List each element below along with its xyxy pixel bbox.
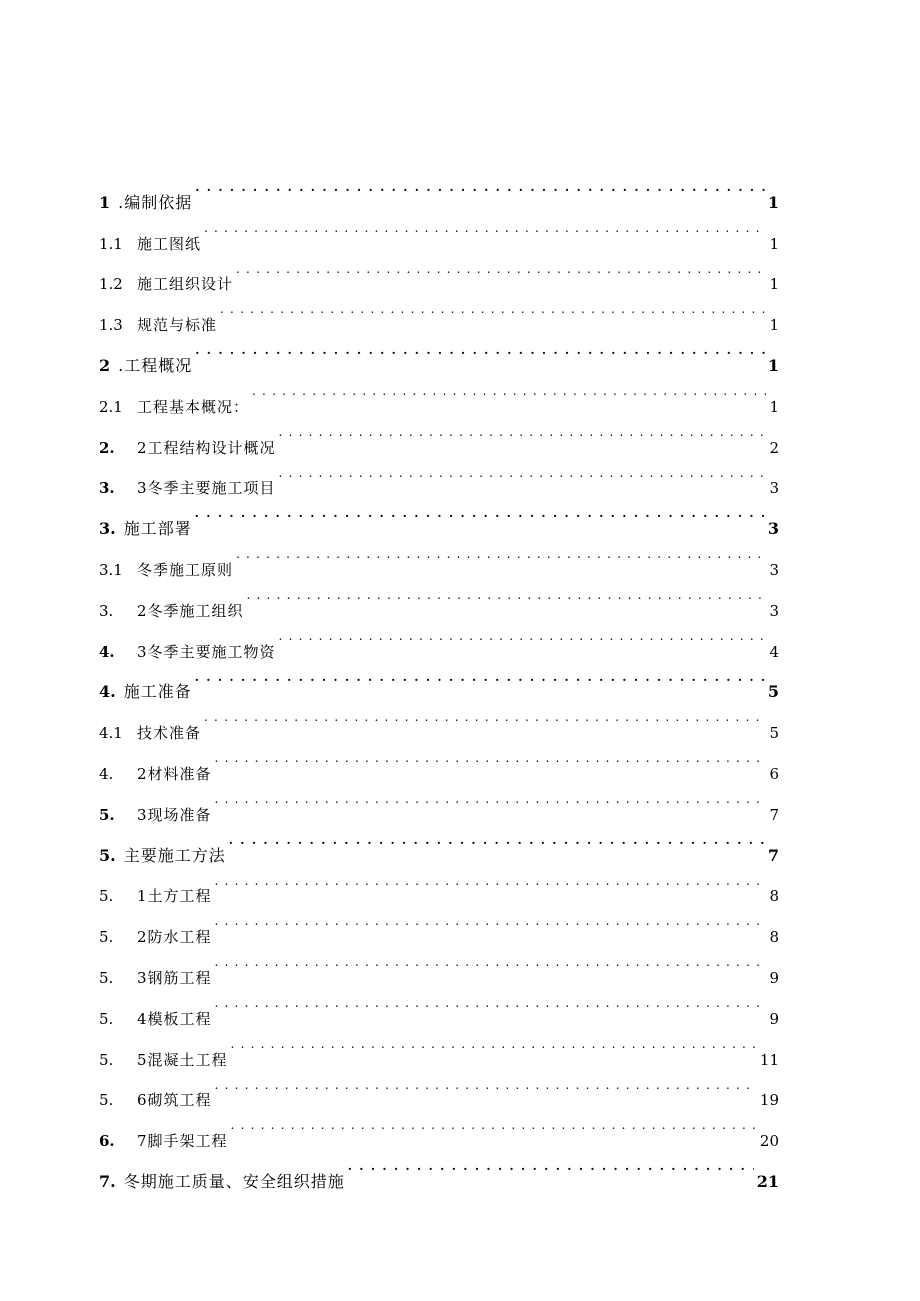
toc-entry-number: 3.1 — [99, 560, 123, 579]
toc-entry-title: 3冬季主要施工物资 — [137, 642, 276, 661]
toc-entry-number: 5. — [99, 1009, 114, 1028]
toc-entry-number: 4. — [99, 642, 115, 661]
toc-entry-title: 7脚手架工程 — [137, 1132, 228, 1151]
toc-dot-leader — [195, 330, 765, 371]
toc-entry-title: 5混凝土工程 — [137, 1050, 228, 1069]
toc-dot-leader — [231, 1105, 757, 1146]
toc-entry-page: 3 — [769, 479, 779, 498]
toc-entry-number: 5. — [99, 805, 115, 824]
toc-entry-number: 5. — [99, 845, 116, 865]
toc-dot-leader — [215, 779, 767, 820]
toc-entry-number: 5. — [99, 1091, 114, 1110]
toc-dot-leader — [195, 493, 765, 534]
toc-dot-leader — [279, 453, 767, 494]
toc-entry-page: 2 — [769, 438, 779, 457]
toc-entry-number: 2 — [99, 355, 111, 375]
toc-entry-title: 4模板工程 — [137, 1009, 212, 1028]
toc-entry-number: 3. — [99, 601, 114, 620]
toc-entry-page: 11 — [759, 1050, 779, 1069]
toc-entry-page: 8 — [769, 887, 779, 906]
toc-entry-page: 1 — [767, 192, 779, 212]
toc-dot-leader — [215, 942, 767, 983]
toc-entry-title: 冬季施工原则 — [137, 560, 234, 579]
toc-entry-number: 2.1 — [99, 397, 123, 416]
toc-dot-leader — [215, 983, 767, 1024]
toc-entry[interactable] — [99, 330, 779, 375]
toc-entry-page: 20 — [759, 1132, 779, 1151]
toc-entry-title: .工程概况 — [118, 355, 193, 375]
toc-entry-number: 1.2 — [99, 275, 123, 294]
table-of-contents — [99, 167, 779, 1191]
toc-entry-page: 9 — [769, 968, 779, 987]
toc-entry-number: 1.3 — [99, 316, 123, 335]
toc-entry[interactable] — [99, 371, 779, 416]
toc-entry-number: 5. — [99, 968, 114, 987]
toc-entry-page: 1 — [769, 234, 779, 253]
toc-dot-leader — [195, 657, 765, 698]
toc-entry-number: 5. — [99, 887, 114, 906]
toc-entry-number: 1.1 — [99, 234, 123, 253]
toc-dot-leader — [195, 167, 765, 208]
toc-dot-leader — [247, 575, 767, 616]
toc-dot-leader — [279, 412, 767, 453]
toc-entry-page: 3 — [769, 560, 779, 579]
toc-dot-leader — [252, 371, 766, 412]
toc-entry-number: 3. — [99, 479, 115, 498]
toc-entry-page: 5 — [769, 724, 779, 743]
toc-entry[interactable] — [99, 208, 779, 253]
toc-entry-title: 工程基本概况： — [137, 397, 250, 416]
toc-entry-page: 6 — [769, 764, 779, 783]
toc-entry-title: 2冬季施工组织 — [137, 601, 244, 620]
toc-dot-leader — [231, 1024, 757, 1065]
toc-entry[interactable] — [99, 493, 779, 539]
toc-entry-number: 7. — [99, 1171, 116, 1191]
toc-dot-leader — [236, 249, 766, 290]
toc-dot-leader — [236, 534, 766, 575]
toc-entry-page: 1 — [769, 316, 779, 335]
toc-entry-page: 3 — [769, 601, 779, 620]
toc-entry-page: 8 — [769, 928, 779, 947]
toc-entry-title: 施工图纸 — [137, 234, 202, 253]
toc-entry-page: 9 — [769, 1009, 779, 1028]
toc-entry[interactable] — [99, 534, 779, 579]
toc-dot-leader — [215, 861, 767, 902]
toc-entry-page: 4 — [769, 642, 779, 661]
toc-entry-title: 规范与标准 — [137, 316, 218, 335]
toc-entry-title: .编制依据 — [118, 192, 193, 212]
toc-entry[interactable] — [99, 657, 779, 702]
toc-entry-number: 4.1 — [99, 724, 123, 743]
toc-entry-title: 3冬季主要施工项目 — [137, 479, 276, 498]
toc-dot-leader — [215, 901, 767, 942]
toc-entry-number: 6. — [99, 1132, 115, 1151]
toc-dot-leader — [204, 697, 766, 738]
toc-entry-number: 1 — [99, 192, 111, 212]
toc-dot-leader — [215, 1065, 757, 1106]
toc-entry-title: 3钢筋工程 — [137, 968, 212, 987]
toc-entry-page: 7 — [769, 805, 779, 824]
toc-entry-number: 2. — [99, 438, 115, 457]
toc-dot-leader — [348, 1146, 754, 1187]
toc-entry-title: 施工部署 — [123, 519, 192, 539]
toc-entry-title: 2工程结构设计概况 — [137, 438, 276, 457]
toc-entry-page: 3 — [767, 519, 779, 539]
toc-dot-leader — [229, 820, 765, 861]
toc-dot-leader — [204, 208, 766, 249]
toc-dot-leader — [220, 289, 766, 330]
toc-entry-title: 2材料准备 — [137, 764, 212, 783]
toc-entry-page: 7 — [767, 845, 779, 865]
toc-entry-page: 19 — [759, 1091, 779, 1110]
toc-entry-title: 施工组织设计 — [137, 275, 234, 294]
toc-entry-title: 3现场准备 — [137, 805, 212, 824]
toc-entry-number: 5. — [99, 928, 114, 947]
toc-entry-title: 1土方工程 — [137, 887, 212, 906]
toc-entry-page: 5 — [767, 682, 779, 702]
toc-entry-page: 21 — [756, 1171, 779, 1191]
toc-entry-number: 5. — [99, 1050, 114, 1069]
toc-entry-title: 冬期施工质量、安全组织措施 — [123, 1171, 345, 1191]
toc-dot-leader — [215, 738, 767, 779]
toc-dot-leader — [279, 616, 767, 657]
toc-entry-title: 技术准备 — [137, 724, 202, 743]
toc-entry-title: 6砌筑工程 — [137, 1091, 212, 1110]
toc-entry[interactable] — [99, 167, 779, 212]
toc-entry-number: 4. — [99, 682, 116, 702]
toc-entry-title: 施工准备 — [123, 682, 192, 702]
toc-entry-number: 3. — [99, 519, 116, 539]
toc-entry-title: 2防水工程 — [137, 928, 212, 947]
toc-entry-page: 1 — [767, 355, 779, 375]
toc-entry-title: 主要施工方法 — [123, 845, 226, 865]
toc-entry-page: 1 — [769, 275, 779, 294]
toc-entry-page: 1 — [769, 397, 779, 416]
toc-entry[interactable] — [99, 697, 779, 743]
toc-entry-number: 4. — [99, 764, 114, 783]
